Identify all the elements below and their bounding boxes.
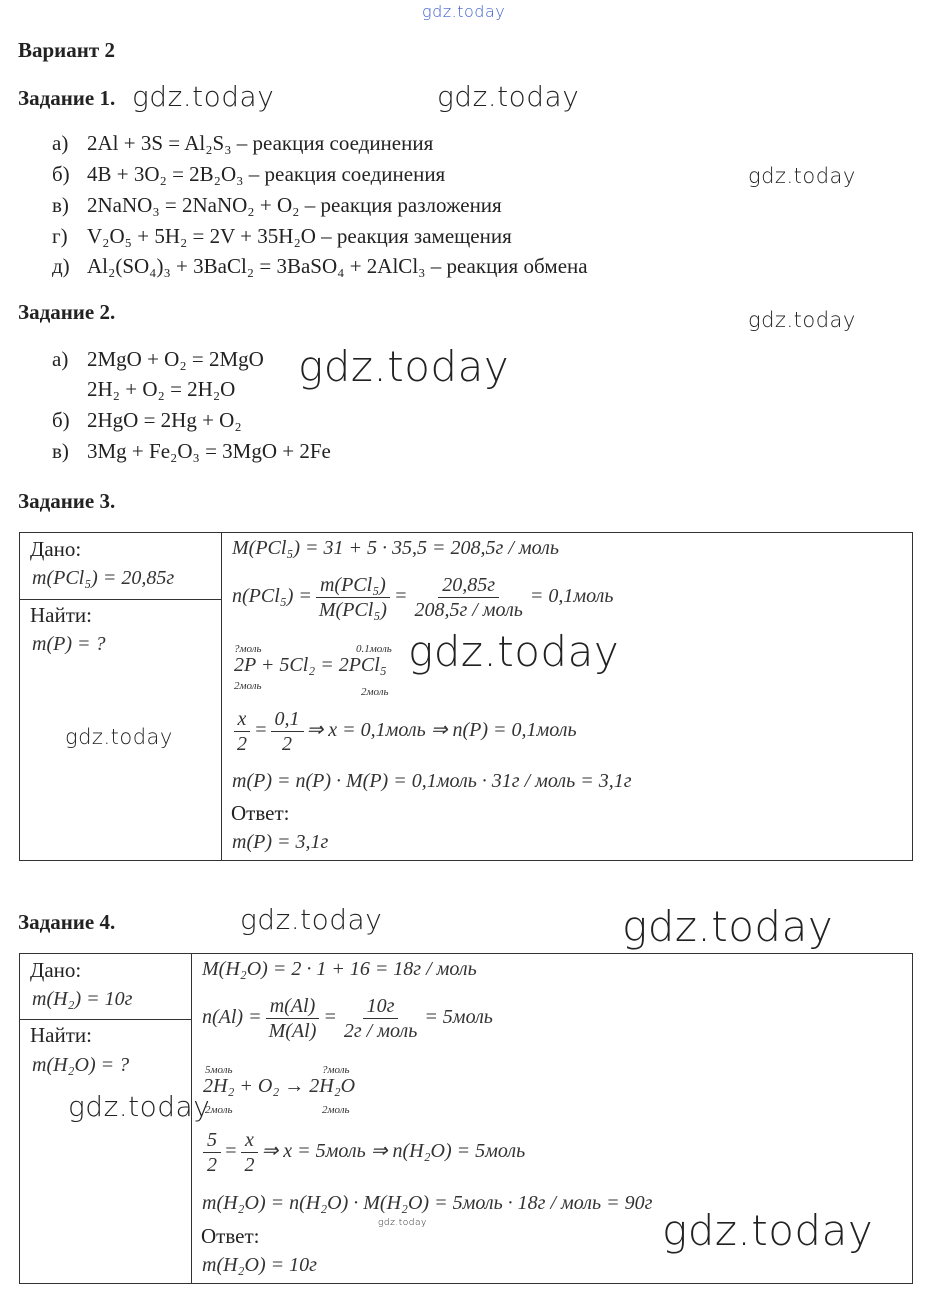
task2-item: [52, 408, 242, 433]
given-value: m(H₂) = 10г: [32, 988, 133, 1010]
item-letter: а): [52, 347, 69, 371]
item-letter: д): [52, 254, 70, 278]
task1-title: Задание 1.: [18, 86, 116, 110]
watermark: gdz.today: [132, 80, 275, 113]
given-label: Дано:: [30, 537, 82, 561]
solution-line: m(P) = n(P) · M(P) = 0,1моль · 31г / моль = 3,1г: [232, 770, 632, 792]
equation: 2MgO + O₂ = 2MgO: [87, 347, 264, 371]
equation: 2NaNO₃ = 2NaNO₂ + O₂ – реакция разложения: [87, 193, 502, 217]
solution-line: n(Al) = $\frac{m(Al)}{M(Al)}$ = $\frac{10г}{\text{2г / моль}}$ = 5моль: [202, 995, 493, 1042]
answer-label: Ответ:: [231, 801, 290, 825]
solution-line: $\frac{x}{2}$ = $\frac{0,1}{2}$ ⇒ x = 0,1моль ⇒ n(P) = 0,1моль: [230, 707, 577, 756]
task2-title: Задание 2.: [18, 300, 116, 324]
equation: 3Mg + Fe₂O₃ = 3MgO + 2Fe: [87, 439, 331, 463]
watermark: gdz.today: [437, 80, 580, 113]
task2-item: [52, 377, 235, 402]
watermark: gdz.today: [748, 164, 856, 188]
mol-annotation: 2моль: [234, 680, 262, 692]
find-value: m(H₂O) = ?: [32, 1054, 130, 1076]
task3-table: [19, 532, 913, 861]
task4-title: Задание 4.: [18, 910, 116, 934]
task1-item: [52, 193, 502, 218]
item-letter: б): [52, 408, 70, 432]
task1-item: [52, 131, 433, 156]
item-letter: в): [52, 193, 69, 217]
watermark: gdz.today: [662, 1206, 874, 1255]
solution-line: M(H₂O) = 2 · 1 + 16 = 18г / моль: [202, 958, 477, 980]
watermark: gdz.today: [622, 902, 834, 951]
mol-annotation: 2моль: [361, 686, 389, 698]
item-letter: б): [52, 162, 70, 186]
find-value: m(P) = ?: [32, 633, 106, 655]
mol-annotation: ?моль: [234, 643, 262, 655]
watermark: gdz.today: [422, 2, 506, 21]
solution-line: M(PCl₅) = 31 + 5 · 35,5 = 208,5г / моль: [232, 537, 559, 559]
equation: 2H₂ + O₂ = 2H₂O: [87, 377, 236, 401]
item-letter: а): [52, 131, 69, 155]
given-value: m(PCl₅) = 20,85г: [32, 567, 175, 589]
equation: 2Al + 3S = Al₂S₃ – реакция соединения: [87, 131, 434, 155]
answer-value: m(H₂O) = 10г: [202, 1254, 317, 1276]
mol-annotation: 5моль: [205, 1064, 233, 1076]
task1-item: [52, 254, 588, 279]
task2-item: [52, 347, 264, 372]
reaction-equation: 2P + 5Cl₂ = 2PCl₅: [234, 654, 387, 676]
task1-item: [52, 224, 512, 249]
solution-line: $\frac{5}{2}$ = $\frac{x}{2}$ ⇒ x = 5моль ⇒ n(H₂O) = 5моль: [200, 1128, 525, 1177]
task2-item: [52, 439, 331, 464]
mol-annotation: ?моль: [322, 1064, 350, 1076]
watermark: gdz.today: [298, 342, 510, 391]
find-label: Найти:: [30, 1023, 92, 1047]
equation: Al₂(SO₄)₃ + 3BaCl₂ = 3BaSO₄ + 2AlCl₃ – реакция обмена: [87, 254, 588, 278]
equation: 4B + 3O₂ = 2B₂O₃ – реакция соединения: [87, 162, 446, 186]
watermark: gdz.today: [408, 627, 620, 676]
given-label: Дано:: [30, 958, 82, 982]
watermark: gdz.today: [68, 1090, 211, 1123]
mol-annotation: 0.1моль: [356, 643, 392, 655]
mol-annotation: 2моль: [205, 1104, 233, 1116]
watermark: gdz.today: [378, 1218, 427, 1228]
item-letter: г): [52, 224, 68, 248]
solution-line: m(H₂O) = n(H₂O) · M(H₂O) = 5моль · 18г / моль = 90г: [202, 1192, 653, 1214]
item-letter: в): [52, 439, 69, 463]
watermark: gdz.today: [65, 725, 173, 749]
answer-value: m(P) = 3,1г: [232, 831, 329, 853]
find-label: Найти:: [30, 603, 92, 627]
solution-line: n(PCl₅) = $\frac{\text{m(PCl₅)}}{\text{M(PCl₅)}}$ = $\frac{20,85г}{\text{208,5г / моль}}$ = 0,1моль: [232, 574, 614, 621]
answer-label: Ответ:: [201, 1224, 260, 1248]
variant-title: Вариант 2: [18, 38, 115, 62]
mol-annotation: 2моль: [322, 1104, 350, 1116]
watermark: gdz.today: [748, 308, 856, 332]
equation: V₂O₅ + 5H₂ = 2V + 35H₂O – реакция замещения: [87, 224, 512, 248]
equation: 2HgO = 2Hg + O₂: [87, 408, 242, 432]
watermark: gdz.today: [240, 903, 383, 936]
reaction-equation: 2H₂ + O₂ → 2H₂O: [203, 1075, 356, 1097]
task1-item: [52, 162, 445, 187]
task3-title: Задание 3.: [18, 489, 116, 513]
